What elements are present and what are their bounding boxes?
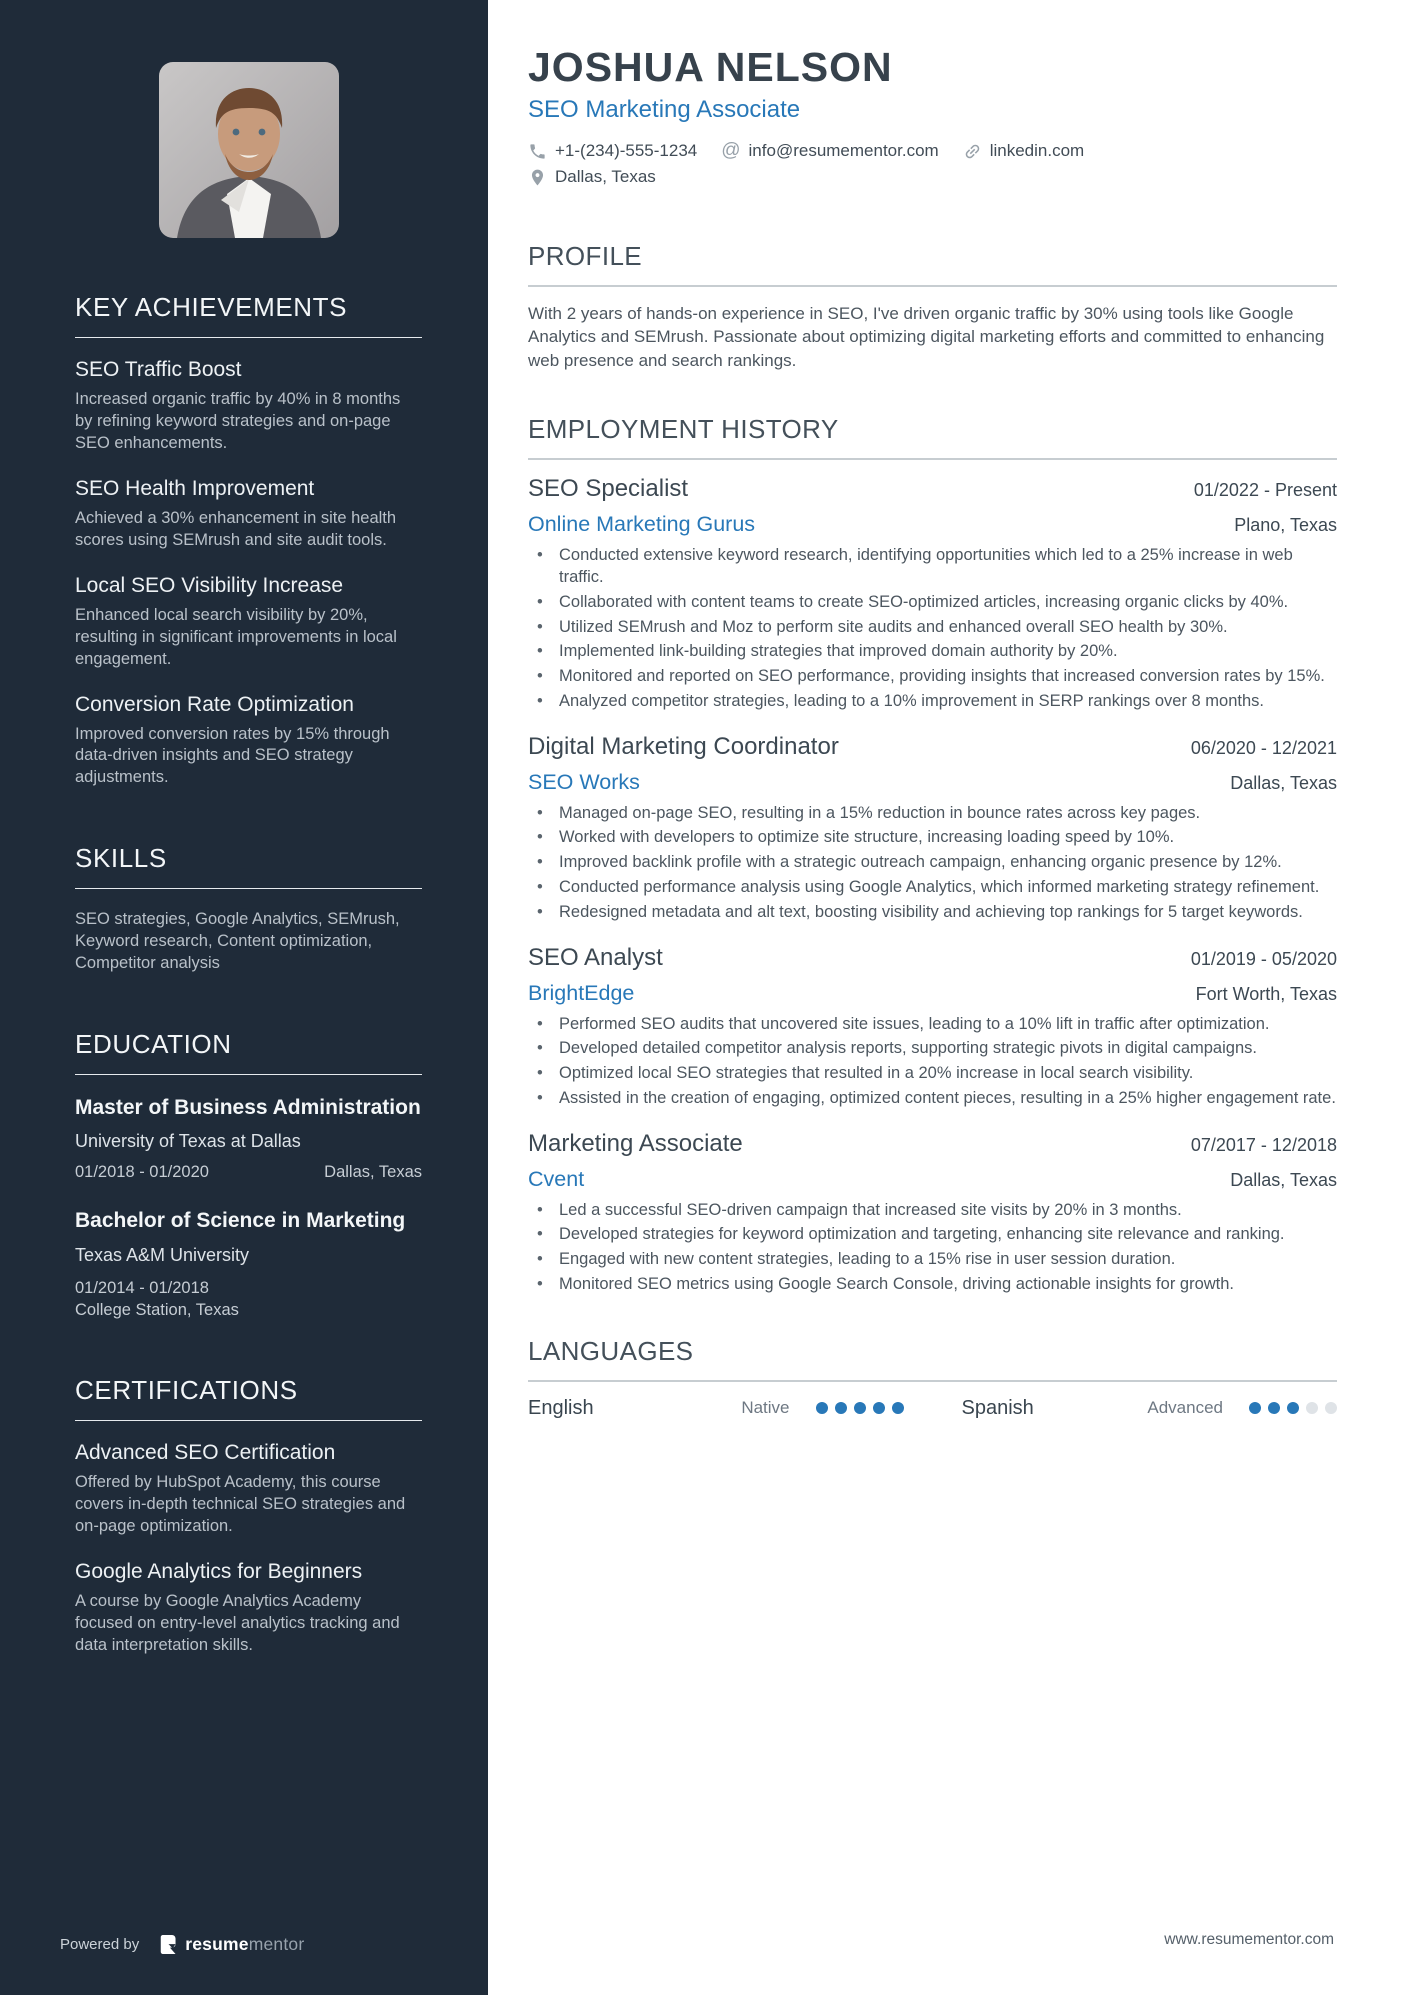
linkedin-contact[interactable] — [963, 141, 1085, 161]
certification-description: A course by Google Analytics Academy focused on entry-level analytics tracking and data interpretation skills. — [75, 1591, 400, 1654]
bullet-item: • Implemented link-building strategies that improved domain authority by 20%. — [528, 641, 1337, 663]
resumementor-logo — [159, 1934, 304, 1955]
certification-item — [75, 1560, 422, 1657]
bullet-item: • Led a successful SEO-driven campaign that increased site visits by 20% in 3 months. — [528, 1200, 1337, 1222]
job-title: Marketing Associate — [528, 1129, 743, 1157]
bullet-item: • Developed detailed competitor analysis reports, supporting strategic pivots in digital campaigns. — [528, 1038, 1337, 1060]
bullet-item: • Monitored and reported on SEO performance, providing insights that increased conversion rates by 15%. — [528, 666, 1337, 688]
job-bullets — [528, 545, 1337, 712]
section-divider — [528, 458, 1337, 460]
bullet-item: • Conducted extensive keyword research, identifying opportunities which led to a 25% increase in web traffic. — [528, 545, 1337, 589]
bullet-item: • Optimized local SEO strategies that resulted in a 20% increase in local search visibility. — [528, 1063, 1337, 1085]
bullet-item: • Managed on-page SEO, resulting in a 15% reduction in bounce rates across key pages. — [528, 803, 1337, 825]
phone-icon — [528, 142, 547, 161]
job-entry — [528, 944, 1337, 1110]
company-name: Online Marketing Gurus — [528, 512, 756, 537]
school-name: Texas A&M University — [75, 1244, 250, 1265]
achievement-title: SEO Traffic Boost — [75, 358, 242, 381]
job-location: Plano, Texas — [1234, 515, 1337, 536]
job-dates: 07/2017 - 12/2018 — [1190, 1134, 1337, 1155]
languages-section — [528, 1336, 1337, 1420]
company-name: Cvent — [528, 1166, 585, 1191]
profile-photo — [159, 62, 339, 238]
logo-document-icon — [159, 1935, 178, 1954]
site-url[interactable]: www.resumementor.com — [1164, 1931, 1334, 1948]
job-bullets — [528, 803, 1337, 924]
at-icon: @ — [721, 140, 741, 161]
certification-title: Google Analytics for Beginners — [75, 1559, 363, 1583]
location-text: Dallas, Texas — [555, 167, 656, 186]
education-entry — [75, 1095, 422, 1182]
certification-title: Advanced SEO Certification — [75, 1441, 336, 1465]
certification-item — [75, 1441, 422, 1538]
section-divider — [75, 1420, 422, 1421]
education-location: College Station, Texas — [75, 1300, 239, 1319]
job-title: Digital Marketing Coordinator — [528, 732, 839, 760]
bullet-item: • Analyzed competitor strategies, leading to a 10% improvement in SERP rankings over 8 months. — [528, 691, 1337, 713]
section-divider — [75, 888, 422, 889]
education-dates: 01/2018 - 01/2020 — [75, 1163, 209, 1182]
job-location: Dallas, Texas — [1230, 1169, 1337, 1190]
achievement-description: Increased organic traffic by 40% in 8 months by refining keyword strategies and on-page SEO enhancements. — [75, 390, 401, 452]
email-address[interactable]: info@resumementor.com — [748, 141, 939, 160]
skills-heading: SKILLS — [75, 843, 167, 874]
certification-description: Offered by HubSpot Academy, this course covers in-depth technical SEO strategies and on-page optimization. — [75, 1473, 406, 1536]
achievement-item — [75, 693, 422, 790]
job-location: Dallas, Texas — [1230, 772, 1337, 793]
bullet-item: • Monitored SEO metrics using Google Search Console, driving actionable insights for growth. — [528, 1274, 1337, 1296]
degree-title: Bachelor of Science in Marketing — [75, 1209, 406, 1233]
bullet-item: • Utilized SEMrush and Moz to perform site audits and enhanced overall SEO health by 30%. — [528, 617, 1337, 639]
job-dates: 01/2022 - Present — [1193, 480, 1337, 501]
job-bullets — [528, 1200, 1337, 1296]
key-achievements-section — [75, 292, 422, 789]
logo-text-mentor: mentor — [248, 1934, 305, 1954]
location-contact — [528, 167, 656, 187]
candidate-name: JOSHUA NELSON — [528, 44, 893, 90]
job-bullets — [528, 1014, 1337, 1110]
education-location: Dallas, Texas — [324, 1163, 422, 1182]
education-section — [75, 1029, 422, 1321]
bullet-item: • Redesigned metadata and alt text, boosting visibility and achieving top rankings for 5 target keywords. — [528, 902, 1337, 924]
profile-heading: PROFILE — [528, 241, 643, 271]
language-name: Spanish — [961, 1396, 1034, 1419]
certifications-section — [75, 1375, 422, 1657]
profile-text: With 2 years of hands-on experience in SEO, I've driven organic traffic by 30% using tools like Google Analytics and SEMrush. Passionate about optimizing digital marketing efforts and committed to enhancing web presence and search rankings. — [528, 304, 1325, 370]
achievement-item — [75, 574, 422, 671]
powered-by-label: Powered by — [60, 1936, 140, 1953]
education-entry — [75, 1208, 422, 1321]
bullet-item: • Developed strategies for keyword optimization and targeting, enhancing site relevance and ranking. — [528, 1224, 1337, 1246]
sidebar-footer — [60, 1934, 304, 1955]
job-location: Fort Worth, Texas — [1195, 983, 1337, 1004]
achievement-title: SEO Health Improvement — [75, 476, 315, 500]
achievement-description: Enhanced local search visibility by 20%, resulting in significant improvements in local engagement. — [75, 605, 397, 668]
employment-section — [528, 414, 1337, 1295]
education-dates: 01/2014 - 01/2018 — [75, 1278, 209, 1297]
job-dates: 06/2020 - 12/2021 — [1190, 737, 1337, 758]
logo-text-resume: resume — [185, 1934, 249, 1954]
bullet-item: • Worked with developers to optimize site structure, increasing loading speed by 10%. — [528, 827, 1337, 849]
company-name: BrightEdge — [528, 980, 635, 1005]
bullet-item: • Conducted performance analysis using Google Analytics, which informed marketing strategy refinement. — [528, 877, 1337, 899]
sidebar — [0, 0, 488, 1995]
language-proficiency-dots — [816, 1402, 904, 1414]
achievement-title: Conversion Rate Optimization — [75, 692, 354, 716]
achievement-item — [75, 358, 422, 455]
language-proficiency-dots — [1249, 1402, 1337, 1414]
degree-title: Master of Business Administration — [75, 1096, 421, 1120]
languages-grid — [528, 1397, 1337, 1420]
certifications-heading: CERTIFICATIONS — [75, 1375, 298, 1406]
achievement-description: Improved conversion rates by 15% through data-driven insights and SEO strategy adjustments. — [75, 724, 390, 787]
main-content — [488, 0, 1410, 1995]
email-contact[interactable] — [721, 140, 938, 162]
job-title: SEO Specialist — [528, 475, 689, 503]
phone-contact — [528, 141, 697, 161]
skills-section — [75, 843, 422, 975]
section-divider — [75, 337, 422, 338]
section-divider — [528, 1380, 1337, 1382]
linkedin-url[interactable]: linkedin.com — [989, 141, 1085, 160]
language-row — [528, 1397, 904, 1420]
achievement-title: Local SEO Visibility Increase — [75, 573, 344, 597]
languages-heading: LANGUAGES — [528, 1335, 694, 1366]
job-entry — [528, 475, 1337, 712]
job-entry — [528, 1130, 1337, 1296]
school-name: University of Texas at Dallas — [75, 1131, 301, 1152]
language-level: Advanced — [1147, 1398, 1223, 1418]
bullet-item: • Collaborated with content teams to create SEO-optimized articles, increasing organic clicks by 40%. — [528, 592, 1337, 614]
job-title: SEO Analyst — [528, 943, 663, 971]
candidate-title: SEO Marketing Associate — [528, 96, 801, 123]
bullet-item: • Performed SEO audits that uncovered site issues, leading to a 10% lift in traffic after optimization. — [528, 1014, 1337, 1036]
job-entry — [528, 733, 1337, 924]
contact-block — [528, 140, 1337, 187]
language-row — [962, 1397, 1338, 1420]
bullet-item: • Assisted in the creation of engaging, optimized content pieces, resulting in a 25% higher engagement rate. — [528, 1088, 1337, 1110]
skills-list: SEO strategies, Google Analytics, SEMrush, Keyword research, Content optimization, Competitor analysis — [75, 910, 400, 973]
bullet-item: • Engaged with new content strategies, leading to a 15% rise in user session duration. — [528, 1249, 1337, 1271]
phone-number: +1-(234)-555-1234 — [555, 141, 698, 160]
company-name: SEO Works — [528, 769, 640, 794]
achievement-description: Achieved a 30% enhancement in site health scores using SEMrush and site audit tools. — [75, 508, 397, 549]
link-icon — [959, 138, 986, 165]
section-divider — [528, 285, 1337, 287]
education-heading: EDUCATION — [75, 1029, 232, 1060]
section-divider — [75, 1074, 422, 1075]
profile-section — [528, 241, 1337, 372]
bullet-item: • Improved backlink profile with a strategic outreach campaign, enhancing organic presence by 12%. — [528, 852, 1337, 874]
achievement-item — [75, 477, 422, 552]
employment-heading: EMPLOYMENT HISTORY — [528, 414, 839, 445]
resume-header — [528, 44, 1337, 187]
language-level: Native — [741, 1398, 790, 1418]
job-dates: 01/2019 - 05/2020 — [1190, 948, 1337, 969]
language-name: English — [528, 1396, 594, 1419]
key-achievements-heading: KEY ACHIEVEMENTS — [75, 292, 348, 322]
location-pin-icon — [528, 168, 547, 187]
